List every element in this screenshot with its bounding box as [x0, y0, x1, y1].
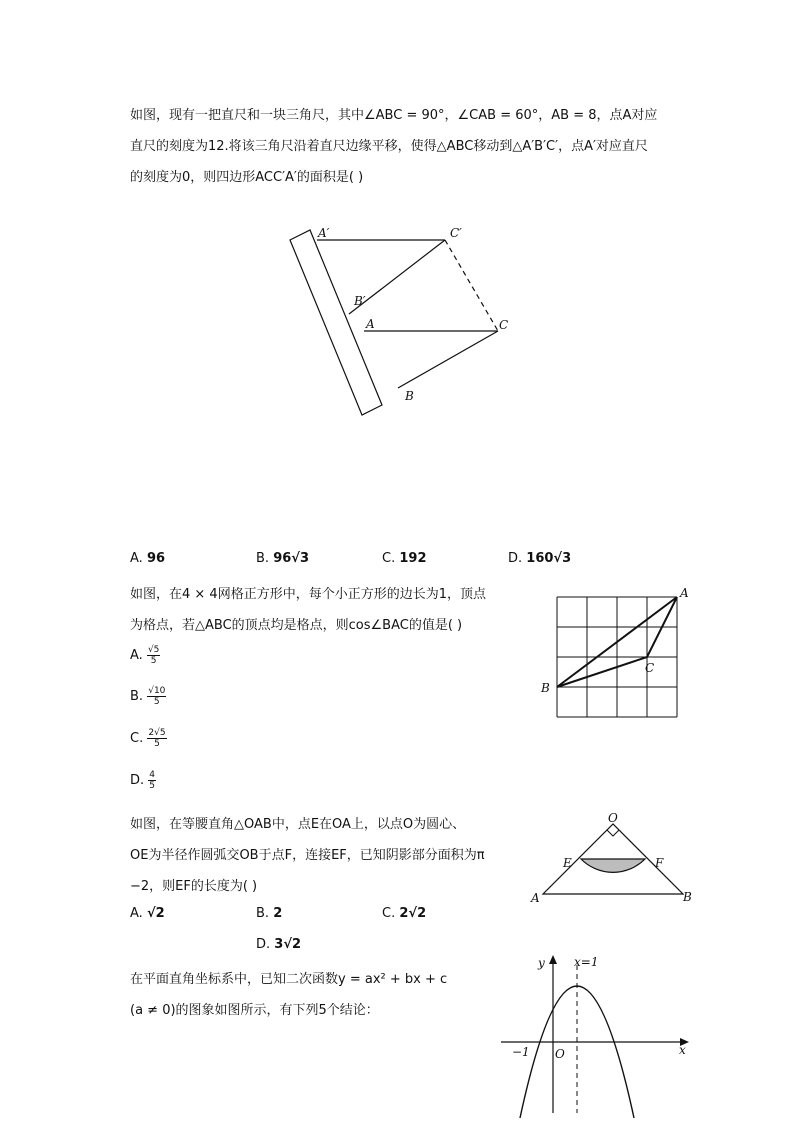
label-a: A [680, 586, 689, 600]
shaded-segment [581, 859, 645, 872]
q9-option-d[interactable]: D. 3√2 [256, 937, 302, 952]
q7-line3: 的刻度为0，则四边形ACC′A′的面积是( ) [130, 170, 364, 185]
label-neg-1: −1 [512, 1045, 530, 1059]
q9-option-a[interactable]: A. √2 [130, 906, 165, 921]
label-c-prime: C′ [450, 226, 462, 240]
label-b: B [683, 890, 692, 904]
q9-option-c[interactable]: C. 2√2 [382, 906, 427, 921]
q7-option-a[interactable]: A. 96 [130, 551, 166, 566]
label-a: A [531, 891, 540, 905]
label-c: C [645, 661, 655, 675]
label-b-prime: B′ [354, 294, 366, 308]
segment-cb [398, 331, 498, 388]
q9-figure [528, 810, 698, 910]
label-y: y [538, 956, 545, 970]
q7-option-b[interactable]: B. 96√3 [256, 551, 310, 566]
label-a-prime: A′ [318, 226, 330, 240]
y-axis-arrow [549, 955, 557, 964]
q9-line3: −2，则EF的长度为( ) [130, 879, 258, 894]
label-a: A [366, 317, 375, 331]
q10-graph-figure [496, 950, 696, 1123]
q7-option-c[interactable]: C. 192 [382, 551, 427, 566]
q10-line1: 在平面直角坐标系中，已知二次函数y = ax² + bx + c [130, 972, 448, 987]
q8-option-b[interactable]: B. $\frac{√10}{5}$ [130, 686, 166, 707]
label-f: F [655, 856, 664, 870]
segment-cc1-dashed [445, 240, 498, 331]
q8-option-a[interactable]: A. $\frac{√5}{5}$ [130, 645, 160, 666]
label-o: O [608, 811, 618, 825]
label-c: C [499, 318, 509, 332]
label-b: B [405, 389, 414, 403]
label-x-eq-1: x=1 [574, 955, 599, 969]
q9-option-b[interactable]: B. 2 [256, 906, 283, 921]
q8-option-d[interactable]: D. $\frac{4}{5}$ [130, 770, 156, 791]
grid-lines [557, 597, 677, 717]
label-e: E [563, 856, 572, 870]
q7-figure [280, 220, 520, 420]
label-b: B [541, 681, 550, 695]
label-origin: O [555, 1047, 565, 1061]
q9-line2: OE为半径作圆弧交OB于点F，连接EF，已知阴影部分面积为π [130, 848, 485, 863]
q7-line2: 直尺的刻度为12.将该三角尺沿着直尺边缘平移，使得△ABC移动到△A′B′C′，点A′对应直尺 [130, 139, 648, 154]
right-angle-mark [607, 830, 619, 836]
q9-line1: 如图，在等腰直角△OAB中，点E在OA上，以点O为圆心、 [130, 817, 466, 832]
q8-line2: 为格点，若△ABC的顶点均是格点，则cos∠BAC的值是( ) [130, 618, 463, 633]
q8-grid-figure [538, 583, 698, 723]
q7-option-d[interactable]: D. 160√3 [508, 551, 572, 566]
q8-option-c[interactable]: C. $\frac{2√5}{5}$ [130, 728, 166, 749]
label-x: x [679, 1043, 686, 1057]
q7-line1: 如图，现有一把直尺和一块三角尺，其中∠ABC = 90°，∠CAB = 60°，AB = 8，点A对应 [130, 108, 658, 123]
q10-line2: (a ≠ 0)的图象如图所示，有下列5个结论： [130, 1003, 379, 1018]
q8-line1: 如图，在4 × 4网格正方形中，每个小正方形的边长为1，顶点 [130, 587, 486, 602]
